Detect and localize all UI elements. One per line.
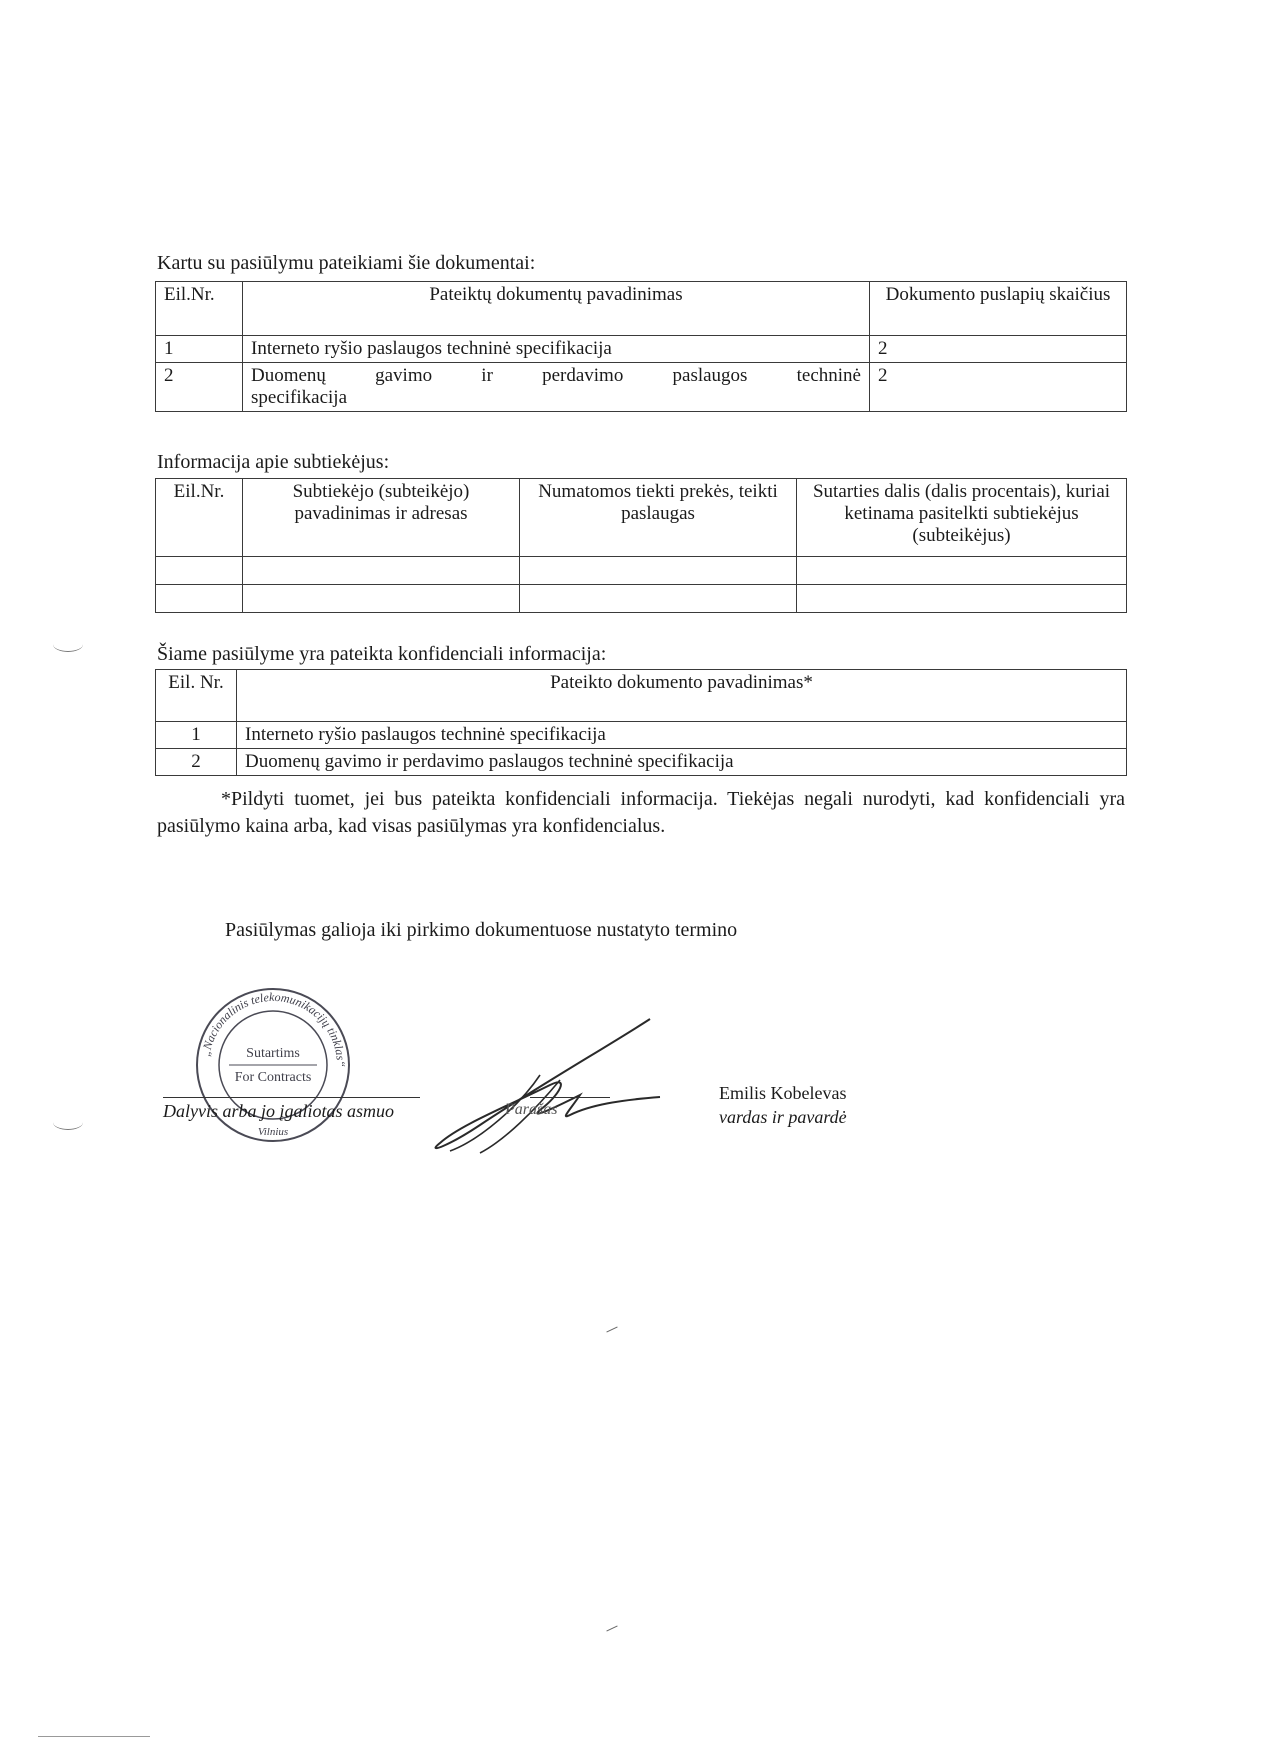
table-header-row (156, 282, 1127, 336)
confidential-table (155, 669, 1127, 776)
empty-cell (797, 585, 1127, 613)
empty-cell (243, 557, 520, 585)
header-page-count: Dokumento puslapių skaičius (870, 282, 1127, 336)
scan-edge-line (38, 1736, 150, 1737)
signature-label: Parašas (505, 1101, 558, 1118)
scan-speck (606, 1327, 617, 1333)
row-document-name: Duomenų gavimo ir perdavimo paslaugos techninė specifikacija (237, 749, 1127, 776)
empty-cell (243, 585, 520, 613)
documents-section-title: Kartu su pasiūlymu pateikiami šie dokumentai: (157, 252, 536, 274)
name-surname-label: vardas ir pavardė (719, 1107, 847, 1127)
header-eil-nr: Eil.Nr. (156, 479, 243, 557)
subcontractors-table (155, 478, 1127, 613)
row-number: 2 (156, 363, 243, 412)
subcontractors-section-title: Informacija apie subtiekėjus: (157, 451, 390, 473)
documents-table (155, 281, 1127, 412)
handwritten-signature (420, 1015, 670, 1155)
row-document-name-line1: Duomenų gavimo ir perdavimo paslaugos techninė (251, 365, 861, 386)
stamp-city: Vilnius (257, 1126, 289, 1138)
representative-label: Dalyvis arba jo įgaliotas asmuo (163, 1101, 395, 1121)
offer-validity-statement: Pasiūlymas galioja iki pirkimo dokumentuose nustatyto termino (225, 919, 738, 941)
table-row-empty (156, 585, 1127, 613)
empty-cell (156, 557, 243, 585)
header-subcontractor-name: Subtiekėjo (subteikėjo) pavadinimas ir adresas (243, 479, 520, 557)
header-eil-nr: Eil. Nr. (156, 670, 237, 722)
table-row (156, 336, 1127, 363)
row-document-name: Interneto ryšio paslaugos techninė specifikacija (237, 722, 1127, 749)
table-header-row (156, 670, 1127, 722)
table-row (156, 722, 1127, 749)
punch-hole-mark (53, 1115, 83, 1130)
stamp-ring-text: „Nacionalinis telekomunikacijų tinklas“ (198, 989, 349, 1068)
row-document-name (243, 363, 870, 412)
stamp-line2: For Contracts (234, 1070, 312, 1085)
row-number: 2 (156, 749, 237, 776)
stamp-line1: Sutartims (246, 1046, 300, 1061)
confidential-section-title: Šiame pasiūlyme yra pateikta konfidenciali informacija: (157, 643, 607, 665)
header-document-name: Pateiktų dokumentų pavadinimas (243, 282, 870, 336)
row-number: 1 (156, 722, 237, 749)
row-page-count: 2 (870, 336, 1127, 363)
header-eil-nr: Eil.Nr. (156, 282, 243, 336)
header-document-name: Pateikto dokumento pavadinimas* (237, 670, 1127, 722)
row-document-name: Interneto ryšio paslaugos techninė specifikacija (243, 336, 870, 363)
header-goods-services: Numatomos tiekti prekės, teikti paslaugas (520, 479, 797, 557)
signatory-name: Emilis Kobelevas (719, 1083, 847, 1103)
scan-speck (606, 1626, 617, 1632)
empty-cell (156, 585, 243, 613)
row-document-name-line2: specifikacija (251, 387, 348, 408)
empty-cell (797, 557, 1127, 585)
table-header-row (156, 479, 1127, 557)
empty-cell (520, 585, 797, 613)
table-row (156, 749, 1127, 776)
row-number: 1 (156, 336, 243, 363)
punch-hole-mark (53, 637, 83, 652)
signature-line (530, 1097, 610, 1098)
signature-line (163, 1097, 420, 1098)
table-row (156, 363, 1127, 412)
row-page-count: 2 (870, 363, 1127, 412)
header-contract-share: Sutarties dalis (dalis procentais), kuriai ketinama pasitelkti subtiekėjus (subteikėjus) (797, 479, 1127, 557)
table-row-empty (156, 557, 1127, 585)
empty-cell (520, 557, 797, 585)
confidential-footnote: *Pildyti tuomet, jei bus pateikta konfidenciali informacija. Tiekėjas negali nurodyti, kad konfidenciali yra pasiūlymo kaina arba, kad visas pasiūlymas yra konfidencialus. (157, 788, 1125, 837)
